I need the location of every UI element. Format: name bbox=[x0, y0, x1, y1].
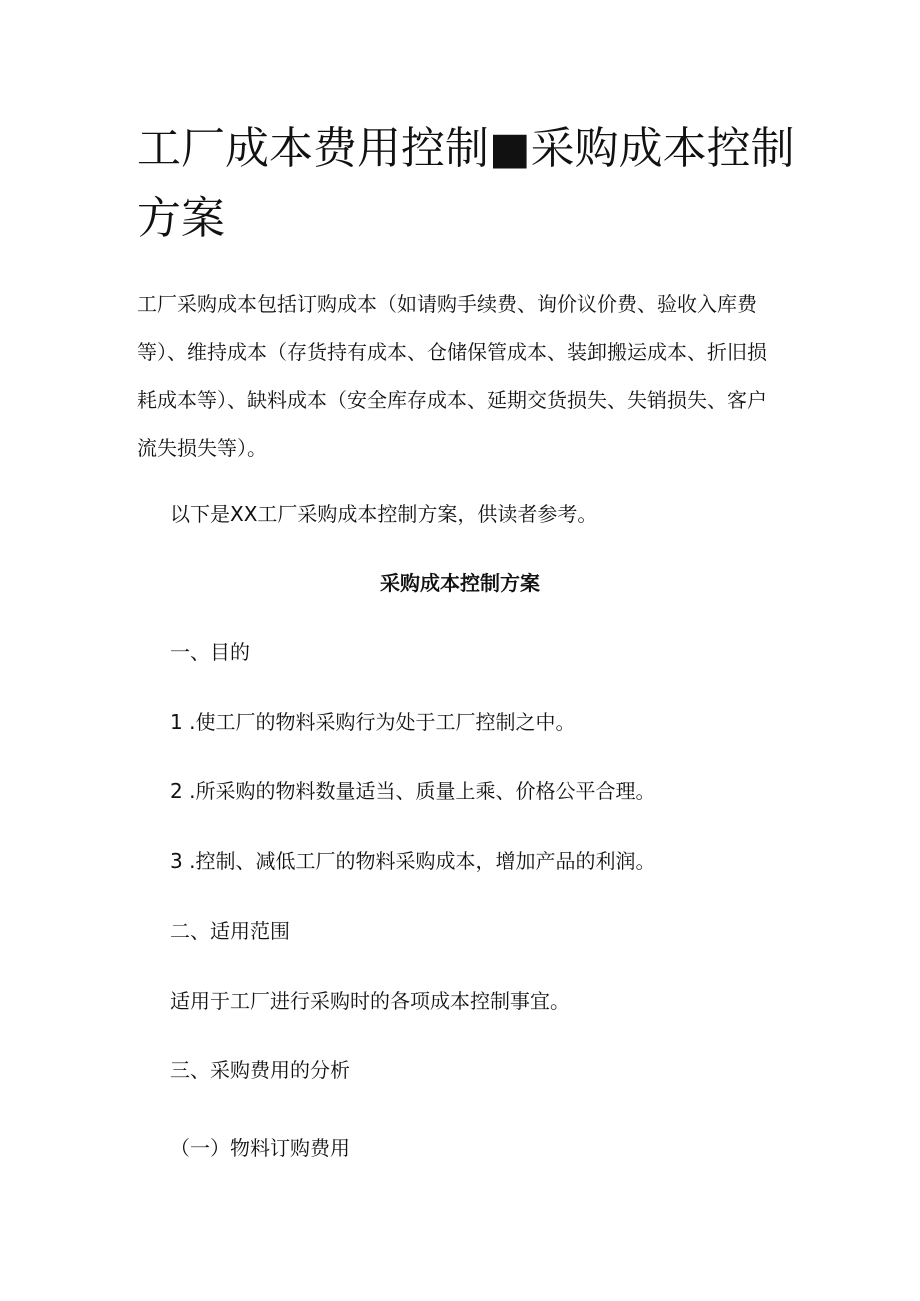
subheading-order-cost: （一）物料订购费用 bbox=[170, 1136, 350, 1160]
list-item: 1 .使工厂的物料采购行为处于工厂控制之中。 bbox=[170, 710, 576, 734]
intro-line-1: 工厂采购成本包括订购成本（如请购手续费、询价议价费、验收入库费 bbox=[137, 292, 757, 316]
heading-cost-analysis: 三、采购费用的分析 bbox=[170, 1058, 350, 1082]
heading-purpose: 一、目的 bbox=[170, 640, 250, 664]
list-item: 3 .控制、减低工厂的物料采购成本，增加产品的利润。 bbox=[170, 849, 656, 873]
intro-line-2: 等）、维持成本（存货持有成本、仓储保管成本、装卸搬运成本、折旧损 bbox=[137, 340, 767, 364]
list-item: 2 .所采购的物料数量适当、质量上乘、价格公平合理。 bbox=[170, 779, 656, 803]
intro-line-3: 耗成本等）、缺料成本（安全库存成本、延期交货损失、失销损失、客户 bbox=[137, 388, 767, 412]
intro-line-4: 流失损失等）。 bbox=[137, 436, 267, 460]
intro-paragraph bbox=[137, 280, 787, 472]
title-line-2: 方案 bbox=[137, 193, 225, 244]
heading-scope: 二、适用范围 bbox=[170, 919, 290, 943]
lead-paragraph: 以下是XX工厂采购成本控制方案，供读者参考。 bbox=[170, 502, 598, 526]
document-title bbox=[137, 114, 795, 254]
section-title: 采购成本控制方案 bbox=[380, 571, 540, 595]
scope-paragraph: 适用于工厂进行采购时的各项成本控制事宜。 bbox=[170, 989, 570, 1013]
title-line-1: 工厂成本费用控制■采购成本控制 bbox=[137, 123, 795, 174]
